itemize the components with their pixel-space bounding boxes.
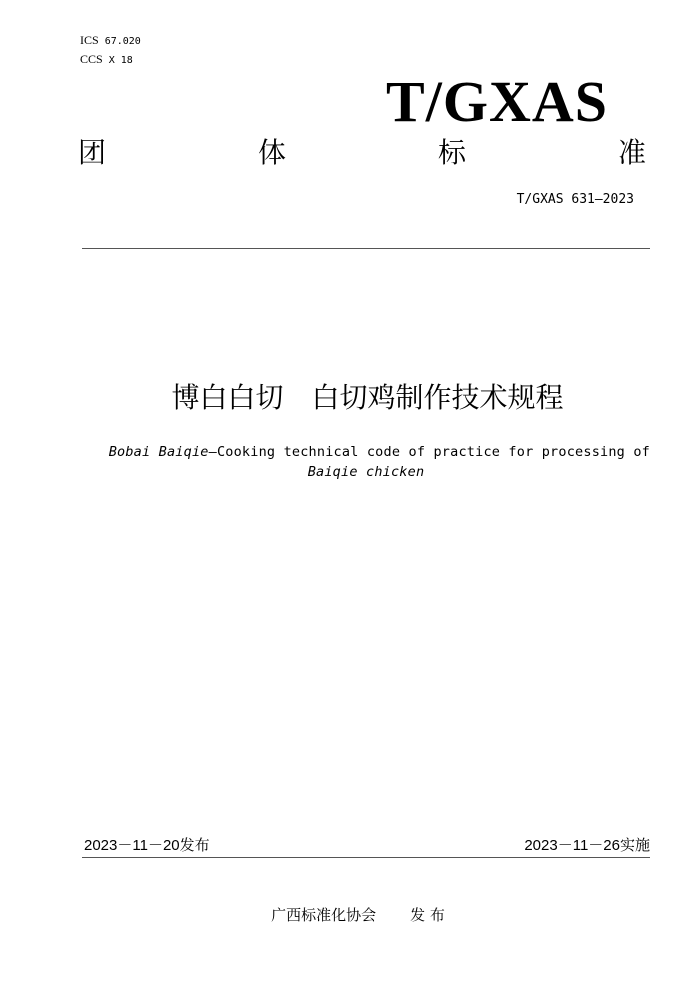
english-title-italic: Bobai Baiqie	[108, 444, 209, 460]
ccs-code	[80, 53, 133, 67]
standard-type-char: 体	[257, 136, 286, 169]
issue-date-value: 2023－11－20	[84, 837, 180, 854]
ccs-label: CCS	[80, 52, 103, 66]
bottom-divider	[82, 857, 650, 858]
english-title-rest: —Cooking technical code of practice for processing of	[208, 444, 650, 460]
ics-label: ICS	[80, 33, 99, 47]
standard-type	[78, 136, 646, 170]
english-title-line-2: Baiqie chicken	[307, 464, 425, 480]
standard-type-char: 团	[78, 136, 107, 169]
english-title	[82, 442, 650, 482]
english-title-line-1	[82, 442, 650, 462]
publisher-name: 广西标准化协会	[271, 906, 377, 924]
ics-code	[80, 34, 141, 48]
publisher	[0, 905, 700, 925]
publish-label: 发 布	[410, 906, 445, 924]
ccs-value: X 18	[108, 55, 133, 66]
issue-date	[84, 836, 210, 855]
issue-label: 发布	[179, 836, 210, 854]
implementation-date-value: 2023－11－26	[524, 837, 620, 854]
standard-number: T/GXAS 631—2023	[516, 192, 634, 207]
standard-type-char: 准	[617, 136, 646, 169]
ics-value: 67.020	[104, 36, 141, 47]
standard-logo: T/GXAS	[386, 69, 608, 134]
chinese-title: 博白白切 白切鸡制作技术规程	[171, 381, 564, 414]
standard-type-char: 标	[437, 136, 466, 169]
top-divider	[82, 248, 650, 249]
implementation-label: 实施	[619, 836, 650, 854]
implementation-date	[524, 836, 650, 855]
